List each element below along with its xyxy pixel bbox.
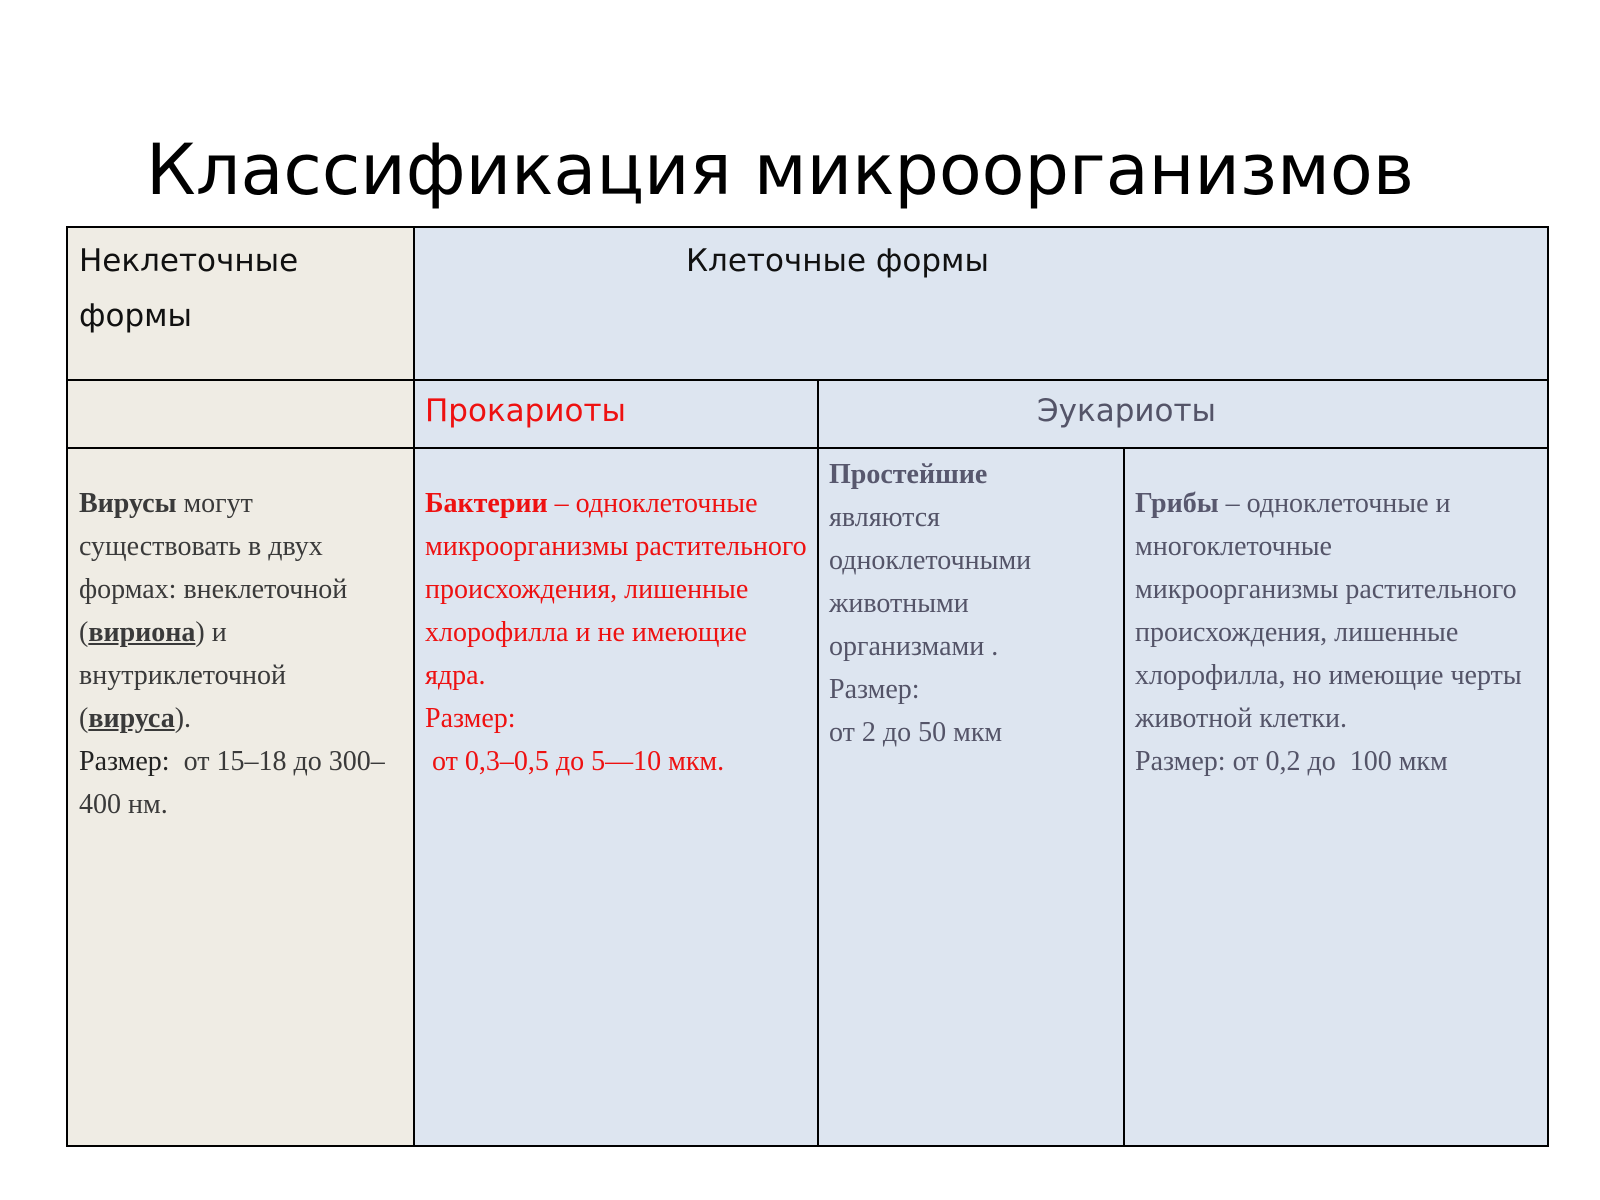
cellular-heading: Клеточные формы: [686, 243, 989, 279]
fungi-size: Размер: от 0,2 до 100 мкм: [1135, 746, 1448, 777]
viruses-text-1: могут существовать в двух формах: внеклеточной (: [79, 488, 348, 648]
fungi-name: Грибы: [1135, 488, 1219, 519]
page-title: Классификация микроорганизмов: [146, 129, 1414, 211]
viruses-size-value: от 15–18 до 300–400 нм.: [79, 746, 385, 820]
protozoa-size-label: Размер:: [829, 674, 920, 705]
eukaryotes-heading: Эукариоты: [1037, 393, 1217, 429]
bacteria-description: [425, 482, 807, 783]
bacteria-name: Бактерии: [425, 488, 548, 519]
fungi-text: – одноклеточные и многоклеточные микроорганизмы растительного происхождения, лишенные хлорофилла, но имеющие черты животной клетки.: [1135, 488, 1522, 734]
fungi-description: [1135, 482, 1535, 783]
protozoa-size-value: от 2 до 50 мкм: [829, 717, 1003, 748]
viruses-name: Вирусы: [79, 488, 177, 519]
protozoa-text: являются одноклеточными животными организмами .: [829, 502, 1032, 662]
prokaryotes-heading: Прокариоты: [425, 393, 627, 429]
virion-term: вириона: [88, 617, 196, 648]
viruses-text-2: ) и внутриклеточной (: [79, 617, 286, 734]
empty-subheader-cell: [66, 379, 415, 449]
non-cellular-heading: Неклеточные формы: [79, 243, 299, 334]
virus-term: вируса: [88, 703, 175, 734]
protozoa-name: Простейшие: [829, 459, 988, 490]
viruses-description: [79, 482, 399, 826]
viruses-text-3: ).: [174, 703, 192, 734]
bacteria-text: – одноклеточные микроорганизмы растительного происхождения, лишенные хлорофилла и не имеющие ядра.: [425, 488, 807, 691]
protozoa-description: [829, 453, 1069, 754]
bacteria-size-value: от 0,3–0,5 до 5—10 мкм.: [425, 746, 725, 777]
bacteria-size-label: Размер:: [425, 703, 516, 734]
viruses-size-label: Размер:: [79, 746, 170, 777]
